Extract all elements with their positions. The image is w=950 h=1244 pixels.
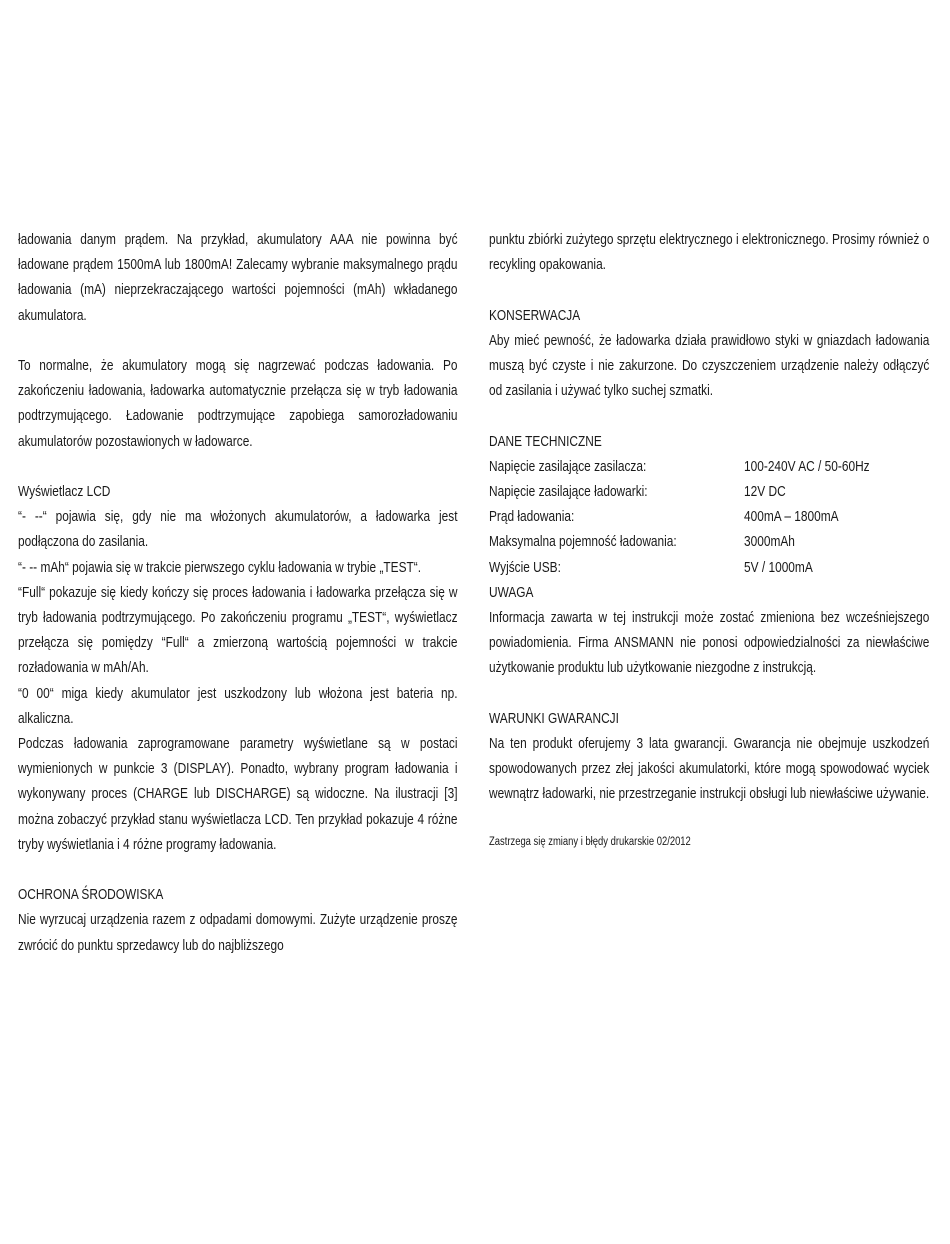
right-column [489, 228, 929, 851]
left-column [18, 228, 458, 959]
spec-row [489, 455, 929, 480]
spec-label: Maksymalna pojemność ładowania: [489, 534, 677, 551]
spec-label: Napięcie zasilające zasilacza: [489, 458, 647, 475]
warranty-heading: WARUNKI GWARANCJI [489, 710, 619, 727]
spec-row [489, 530, 929, 555]
spec-value: 100-240V AC / 50-60Hz [744, 458, 870, 475]
environment-text-continued: punktu zbiórki zużytego sprzętu elektrycznego i elektronicznego. Prosimy również o recykling opakowania. [489, 232, 930, 274]
spec-row [489, 505, 929, 530]
note-heading: UWAGA [489, 584, 534, 601]
lcd-item-no-battery: “- --“ pojawia się, gdy nie ma włożonych akumulatorów, a ładowarka jest podłączona do zasilania. [18, 509, 458, 551]
spec-value: 5V / 1000mA [744, 559, 813, 576]
warranty-text: Na ten produkt oferujemy 3 lata gwarancji. Gwarancja nie obejmuje uszkodzeń spowodowanych przez złej jakości akumulatorki, które mogą spowodować wyciek wewnątrz ładowarki, nie przestrzeganie instrukcji obsługi lub niewłaściwe używanie. [489, 736, 930, 803]
spec-label: Prąd ładowania: [489, 509, 575, 526]
paragraph-charging-current: ładowania danym prądem. Na przykład, akumulatory AAA nie powinna być ładowane prądem 1500mA lub 1800mA! Zalecamy wybranie maksymalnego prądu ładowania (mA) nieprzekraczającego wartości pojemności (mAh) wkładanego akumulatora. [18, 232, 458, 324]
lcd-item-error: “0 00“ miga kiedy akumulator jest uszkodzony lub włożona jest bateria np. alkaliczna. [18, 685, 458, 727]
environment-heading: OCHRONA ŚRODOWISKA [18, 887, 164, 904]
technical-data-heading: DANE TECHNICZNE [489, 433, 602, 450]
maintenance-text: Aby mieć pewność, że ładowarka działa prawidłowo styki w gniazdach ładowania muszą być czyste i nie zakurzone. Do czyszczeniem urządzenie należy odłączyć od zasilania i używać tylko suchej szmatki. [489, 332, 930, 400]
lcd-item-full: “Full“ pokazuje się kiedy kończy się proces ładowania i ładowarka przełącza się w tryb ładowania podtrzymującego. Po zakończeniu programu „TEST“, wyświetlacz przełącza się pomiędzy “Full“ a zmierzoną wartością pojemności w trakcie rozładowania w mAh/Ah. [18, 584, 458, 677]
spec-label: Napięcie zasilające ładowarki: [489, 484, 648, 500]
lcd-heading: Wyświetlacz LCD [18, 484, 111, 500]
spec-value: 12V DC [744, 484, 786, 500]
note-text: Informacja zawarta w tej instrukcji może zostać zmieniona bez wcześniejszego powiadomienia. Firma ANSMANN nie ponosi odpowiedzialności za niewłaściwe użytkowanie produktu lub użytkowanie niezgodne z instrukcją. [489, 610, 930, 677]
spec-row [489, 480, 929, 505]
spec-row [489, 556, 929, 581]
lcd-item-display: Podczas ładowania zaprogramowane parametry wyświetlane są w postaci wymienionych w punkcie 3 (DISPLAY). Ponadto, wybrany program ładowania i wykonywany proces (CHARGE lub DISCHARGE) są widoczne. Na ilustracji [3] można zobaczyć przykład stanu wyświetlacza LCD. Ten przykład pokazuje 4 różne tryby wyświetlania i 4 różne programy ładowania. [18, 736, 458, 853]
maintenance-heading: KONSERWACJA [489, 307, 581, 324]
spec-label: Wyjście USB: [489, 559, 561, 576]
technical-data-table [489, 455, 929, 581]
spec-value: 400mA – 1800mA [744, 509, 839, 526]
footnote: Zastrzega się zmiany i błędy drukarskie 02/2012 [489, 835, 691, 848]
paragraph-heating: To normalne, że akumulatory mogą się nagrzewać podczas ładowania. Po zakończeniu ładowania, ładowarka automatycznie przełącza się w tryb ładowania podtrzymującego. Ładowanie podtrzymujące zapobiega samorozładowaniu akumulatorów pozostawionych w ładowarce. [18, 358, 458, 450]
lcd-item-test: “- -- mAh“ pojawia się w trakcie pierwszego cyklu ładowania w trybie „TEST“. [18, 559, 422, 576]
spec-value: 3000mAh [744, 534, 795, 551]
environment-text: Nie wyrzucaj urządzenia razem z odpadami domowymi. Zużyte urządzenie proszę zwrócić do punktu sprzedawcy lub do najbliższego [18, 912, 458, 954]
